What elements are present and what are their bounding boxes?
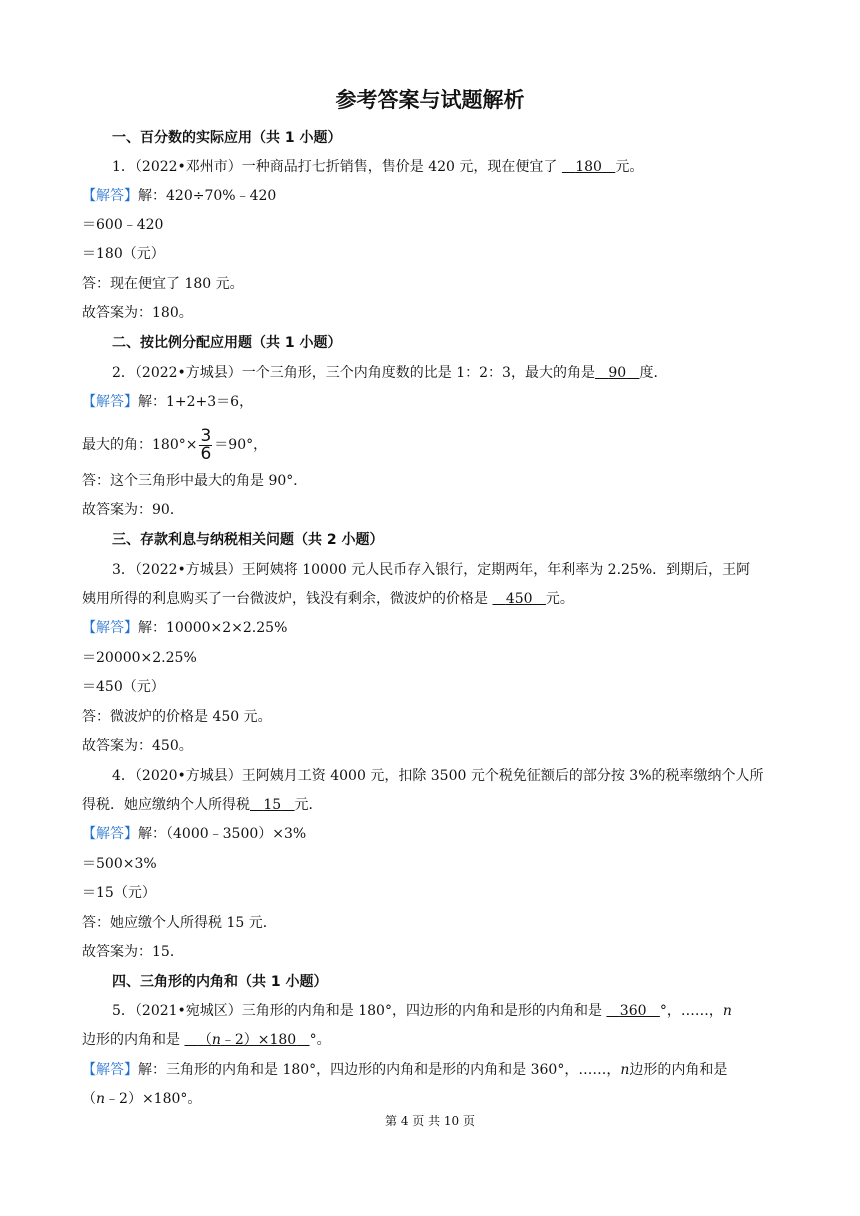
solution-line: ＝20000×2.25% [82, 650, 197, 666]
solution-line: ＝500×3% [82, 856, 157, 872]
fraction-denominator: 6 [200, 443, 212, 464]
solution-line: 故答案为：180。 [82, 305, 193, 321]
answer-5b-rest: ﹣2）×180 [220, 1032, 297, 1048]
answer-tag: 【解答】 [82, 188, 138, 204]
solution-line: 答：这个三角形中最大的角是 90°． [82, 473, 308, 489]
solution-line: ＝15（元） [82, 885, 156, 901]
solution-2 [82, 392, 253, 412]
solution-line: ＝450（元） [82, 679, 165, 695]
answer-blank-1: 180 [575, 159, 602, 175]
answer-tag: 【解答】 [82, 394, 138, 410]
question-3-text: 姨用所得的利息购买了一台微波炉，钱没有剩余，微波炉的价格是 [82, 591, 493, 607]
answer-blank-4: 15 [263, 797, 282, 813]
question-5-unit: °，……， [659, 1003, 723, 1019]
section-3-heading: 三、存款利息与纳税相关问题（共 2 小题） [112, 532, 384, 548]
solution-5-text: 解：三角形的内角和是 180°，四边形的内角和是形的内角和是 360°，……， [138, 1062, 621, 1078]
answer-blank-2: 90 [608, 365, 627, 381]
question-1 [112, 157, 643, 177]
solution-line [82, 1089, 201, 1109]
question-4-unit: 元． [294, 797, 323, 813]
solution-4-text: 解：（4000﹣3500）×3% [138, 826, 307, 842]
solution-line: 答：微波炉的价格是 450 元。 [82, 709, 272, 725]
question-2 [112, 363, 668, 383]
page-title: 参考答案与试题解析 [335, 88, 525, 112]
solution-1 [82, 186, 276, 206]
variable-n: n [620, 1062, 630, 1078]
question-5-line2 [82, 1030, 331, 1050]
solution-5-open: （ [82, 1091, 96, 1107]
question-2-unit: 度． [639, 365, 668, 381]
section-4-heading: 四、三角形的内角和（共 1 小题） [112, 974, 328, 990]
solution-5 [82, 1060, 727, 1080]
solution-2-text: 解：1+2+3＝6， [138, 394, 254, 410]
solution-5-close: ﹣2）×180°。 [105, 1091, 202, 1107]
question-3-unit: 元。 [545, 591, 574, 607]
question-1-text: 1．（2022•邓州市）一种商品打七折销售，售价是 420 元，现在便宜了 [112, 159, 562, 175]
question-4-line2 [82, 795, 323, 815]
answer-tag: 【解答】 [82, 1062, 138, 1078]
question-2-text: 2．（2022•方城县）一个三角形，三个内角度数的比是 1：2：3，最大的角是 [112, 365, 595, 381]
solution-5-text2: 边形的内角和是 [629, 1062, 728, 1078]
solution-1-text: 解：420÷70%﹣420 [138, 188, 277, 204]
question-4-line1: 4．（2020•方城县）王阿姨月工资 4000 元，扣除 3500 元个税免征额后的部分按 3%的税率缴纳个人所 [112, 768, 764, 784]
variable-n: n [96, 1091, 106, 1107]
solution-2-line2-pre: 最大的角：180°× [82, 437, 198, 453]
answer-5b-open: （ [197, 1032, 212, 1048]
solution-line: 答：她应缴个人所得税 15 元． [82, 915, 277, 931]
question-5-text: 5．（2021•宛城区）三角形的内角和是 180°，四边形的内角和是形的内角和是 [112, 1003, 607, 1019]
answer-tag: 【解答】 [82, 826, 138, 842]
fraction-numerator: 3 [200, 425, 212, 446]
question-5-text2: 边形的内角和是 [82, 1032, 185, 1048]
solution-line: ＝180（元） [82, 246, 165, 262]
page-footer: 第 4 页 共 10 页 [385, 1114, 475, 1128]
solution-line: 故答案为：450。 [82, 738, 193, 754]
solution-3 [82, 618, 287, 638]
solution-line: ＝600﹣420 [82, 217, 164, 233]
solution-line: 故答案为：15． [82, 944, 184, 960]
section-2-heading: 二、按比例分配应用题（共 1 小题） [112, 335, 342, 351]
answer-tag: 【解答】 [82, 620, 138, 636]
solution-3-text: 解：10000×2×2.25% [138, 620, 288, 636]
answer-blank-5b [184, 1030, 309, 1050]
solution-line: 答：现在便宜了 180 元。 [82, 276, 244, 292]
solution-2-line2-post: ＝90°， [214, 437, 268, 453]
solution-line-fraction [82, 427, 267, 463]
question-1-unit: 元。 [615, 159, 644, 175]
question-4-text: 得税．她应缴纳个人所得税 [82, 797, 250, 813]
question-5-end: °。 [309, 1032, 331, 1048]
fraction [199, 425, 212, 464]
solution-line: 故答案为：90． [82, 502, 184, 518]
answer-blank-3: 450 [505, 591, 533, 607]
solution-4 [82, 824, 306, 844]
question-3-line2 [82, 589, 574, 609]
variable-n: n [722, 1003, 732, 1019]
answer-blank-5a: 360 [619, 1003, 647, 1019]
section-1-heading: 一、百分数的实际应用（共 1 小题） [112, 130, 342, 146]
variable-n: n [211, 1032, 221, 1048]
question-3-line1: 3．（2022•方城县）王阿姨将 10000 元人民币存入银行，定期两年，年利率为 2.25%．到期后，王阿 [112, 562, 751, 578]
question-5-line1 [112, 1001, 732, 1021]
